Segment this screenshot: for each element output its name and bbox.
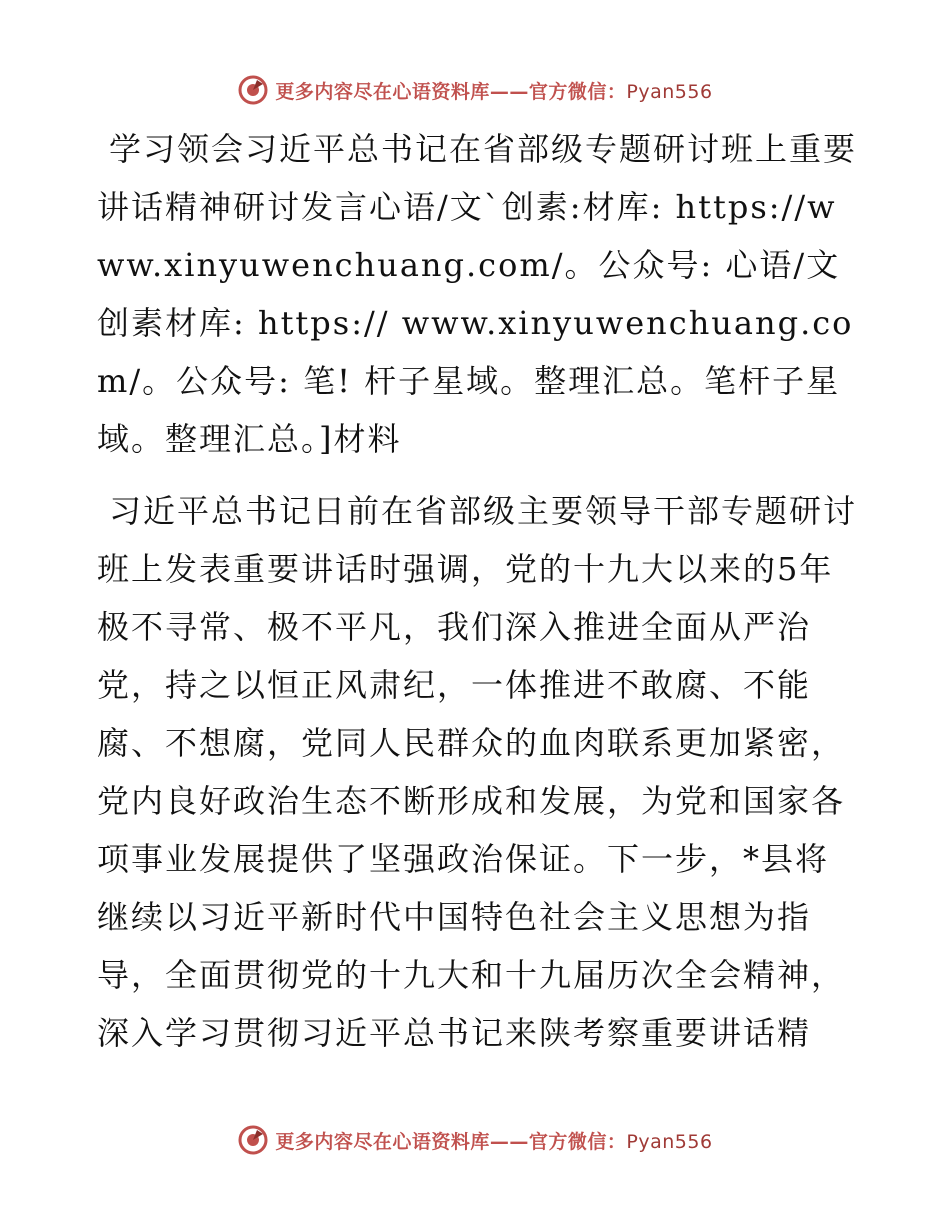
footer-watermark-banner <box>0 1120 950 1160</box>
banner-label: 更多内容尽在心语资料库——官方微信： <box>275 1130 627 1153</box>
header-watermark-banner <box>0 70 950 110</box>
banner-account: Pyan556 <box>626 1130 713 1153</box>
pen-logo-icon <box>237 74 269 106</box>
document-title-paragraph: 学习领会习近平总书记在省部级专题研讨班上重要讲话精神研讨发言心语/文`创素:材库: https://www.xinyuwenchuang.com/。公众号: 心语/文创素材库: https:// www.xinyuwenchuang.com/。公众号: 笔! 杆子星域。整理汇总。笔杆子星域。整理汇总。]材料 <box>97 130 858 458</box>
pen-logo-icon <box>237 1124 269 1156</box>
banner-label: 更多内容尽在心语资料库——官方微信： <box>275 80 627 103</box>
banner-account: Pyan556 <box>626 80 713 103</box>
document-body-paragraph: 习近平总书记日前在省部级主要领导干部专题研讨班上发表重要讲话时强调，党的十九大以来的5年极不寻常、极不平凡，我们深入推进全面从严治党，持之以恒正风肃纪，一体推进不敢腐、不能腐、不想腐，党同人民群众的血肉联系更加紧密，党内良好政治生态不断形成和发展，为党和国家各项事业发展提供了坚强政治保证。下一步，*县将继续以习近平新时代中国特色社会主义思想为指导，全面贯彻党的十九大和十九届历次全会精神，深入学习贯彻习近平总书记来陕考察重要讲话精 <box>97 492 858 1052</box>
document-body <box>97 120 857 1062</box>
banner-text <box>275 77 712 104</box>
banner-text <box>275 1127 712 1154</box>
